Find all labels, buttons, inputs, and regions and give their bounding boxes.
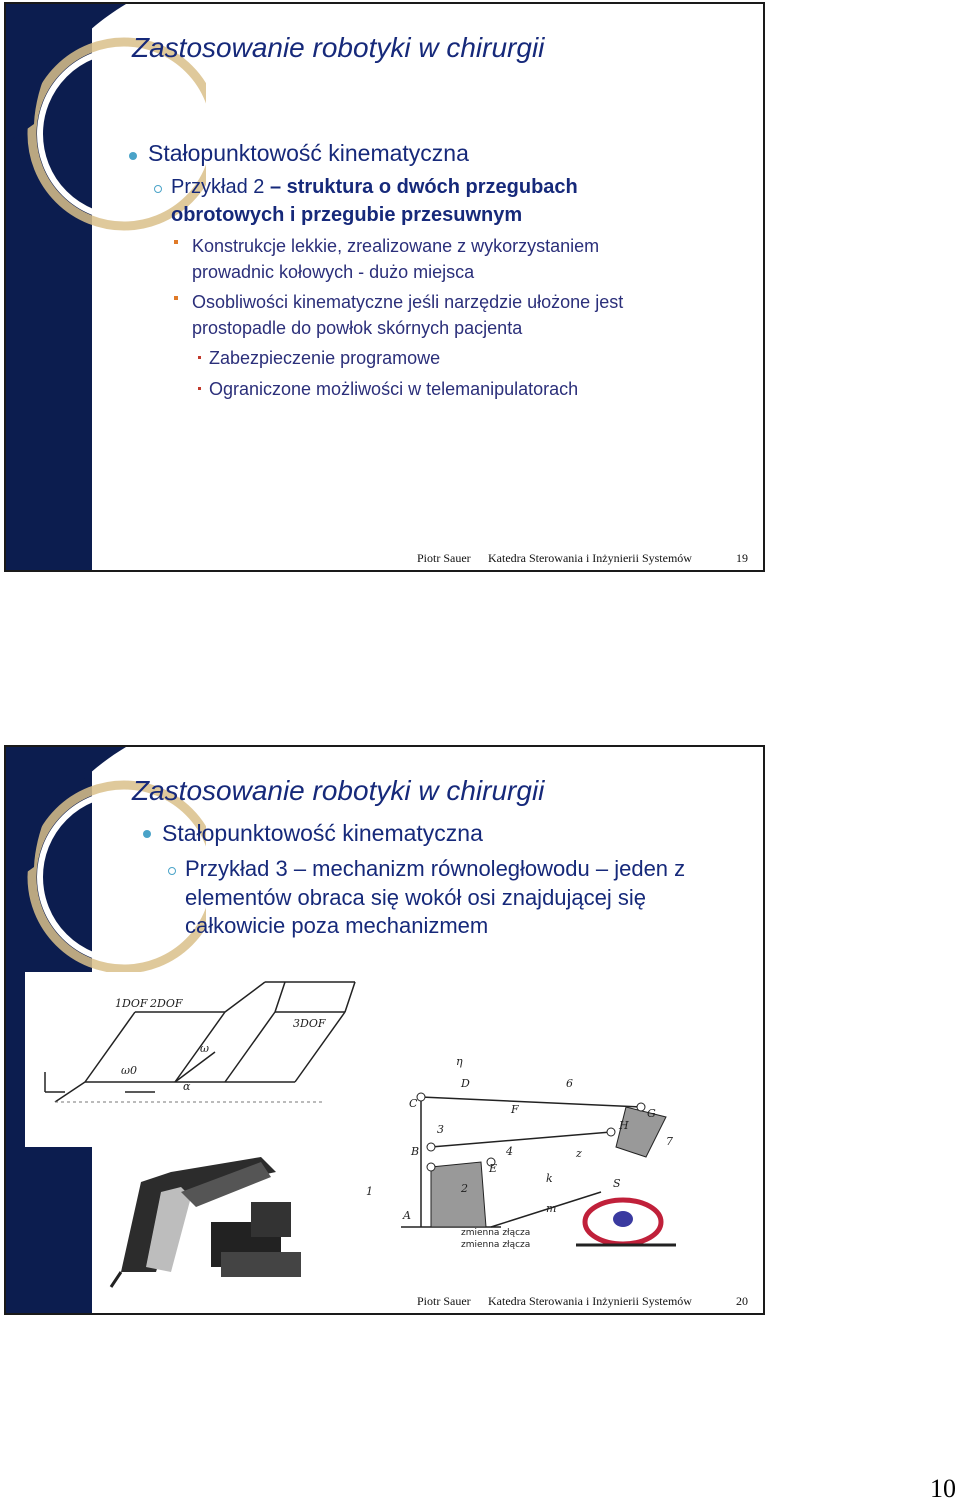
- footer-author: Piotr Sauer: [417, 1294, 471, 1308]
- bullet-level3-item2-line1: Osobliwości kinematyczne jeśli narzędzie ułożone jest: [192, 292, 624, 312]
- joint-e-label: E: [489, 1162, 498, 1175]
- bullet-level1: Stałopunktowość kinematyczna: [148, 140, 469, 166]
- slide-title: Zastosowanie robotyki w chirurgii: [132, 32, 545, 63]
- dof3-label: 3DOF: [293, 1017, 326, 1030]
- bullet-level2-line2: obrotowych i przegubie przesuwnym: [171, 204, 523, 226]
- bullet-level3-item1-line1: Konstrukcje lekkie, zrealizowane z wykorzystaniem: [192, 236, 600, 256]
- link-3-label: 3: [437, 1123, 444, 1136]
- m-label: m: [546, 1202, 557, 1215]
- joint-b-label: B: [411, 1145, 420, 1158]
- link-1-label: 1: [366, 1185, 373, 1198]
- joint-a-label: A: [403, 1209, 411, 1222]
- bullet-level2-prefix: Przykład 2: [171, 176, 270, 198]
- link-4-label: 4: [506, 1145, 513, 1158]
- footer-page-number: 20: [736, 1294, 748, 1308]
- k-label: k: [546, 1172, 553, 1185]
- joint-c-label: C: [409, 1097, 418, 1110]
- omega-label: ω: [200, 1042, 209, 1055]
- bullet-level4-item2: Ograniczone możliwości w telemanipulatorach: [209, 379, 579, 399]
- joint-d-label: D: [461, 1077, 470, 1090]
- bullet-small-square-icon: [198, 356, 201, 359]
- bullet-dot-icon: [143, 830, 151, 838]
- robot-arm-image: [101, 1152, 311, 1292]
- bullet-level3-item1-line2: prowadnic kołowych - dużo miejsca: [192, 262, 475, 282]
- legend-omega2: zmienna złącza: [461, 1240, 531, 1250]
- patient-cross-section-icon: [576, 1200, 676, 1245]
- slide-title: Zastosowanie robotyki w chirurgii: [132, 775, 545, 806]
- bullet-level2-bold: – struktura o dwóch przegubach: [269, 176, 578, 198]
- link-2-label: 2: [461, 1182, 468, 1195]
- bullet-level3-item2-line2: prostopadle do powłok skórnych pacjenta: [192, 318, 523, 338]
- parallelogram-dof-diagram: [25, 972, 385, 1147]
- z-label: z: [576, 1147, 582, 1160]
- footer-page-number: 19: [736, 551, 748, 565]
- link-6-label: 6: [566, 1077, 573, 1090]
- legend-omega1: zmienna złącza: [461, 1228, 531, 1238]
- bullet-level1: Stałopunktowość kinematyczna: [162, 820, 483, 846]
- document-page-number: 10: [930, 1474, 956, 1503]
- joint-f-label: F: [511, 1103, 519, 1116]
- bullet-square-icon: [174, 240, 178, 244]
- slide-19: [4, 2, 765, 572]
- bullet-circle-icon: [168, 867, 176, 875]
- link-7-label: 7: [666, 1135, 673, 1148]
- eta-label: η: [456, 1055, 463, 1068]
- bullet-level2-line3: całkowicie poza mechanizmem: [185, 913, 489, 938]
- joint-g-label: G: [647, 1107, 656, 1120]
- point-s-label: S: [613, 1177, 621, 1190]
- bullet-dot-icon: [129, 152, 137, 160]
- footer-author: Piotr Sauer: [417, 551, 471, 565]
- mechanism-kinematic-diagram: [361, 1047, 691, 1252]
- alpha-label: α: [183, 1080, 191, 1093]
- bullet-level4-item1: Zabezpieczenie programowe: [209, 348, 441, 368]
- dof2-label: 2DOF: [150, 997, 183, 1010]
- bullet-circle-icon: [154, 185, 162, 193]
- omega0-label: ω0: [121, 1064, 137, 1077]
- bullet-level2-line1: [171, 176, 578, 199]
- mechanism-diagram-svg: [361, 1047, 691, 1252]
- dof1-label: 1DOF: [115, 997, 148, 1010]
- footer-department: Katedra Sterowania i Inżynierii Systemów: [488, 1294, 692, 1308]
- bullet-small-square-icon: [198, 387, 201, 390]
- bullet-square-icon: [174, 296, 178, 300]
- footer-department: Katedra Sterowania i Inżynierii Systemów: [488, 551, 692, 565]
- bullet-level2-line2: elementów obraca się wokół osi znajdującej się: [185, 885, 647, 910]
- robot-arm-render: [101, 1152, 311, 1292]
- parallelogram-diagram-svg: [25, 972, 385, 1147]
- slide-20: [4, 745, 765, 1315]
- joint-h-label: H: [619, 1119, 629, 1132]
- bullet-level2-line1: Przykład 3 – mechanizm równoległowodu – jeden z: [185, 856, 686, 881]
